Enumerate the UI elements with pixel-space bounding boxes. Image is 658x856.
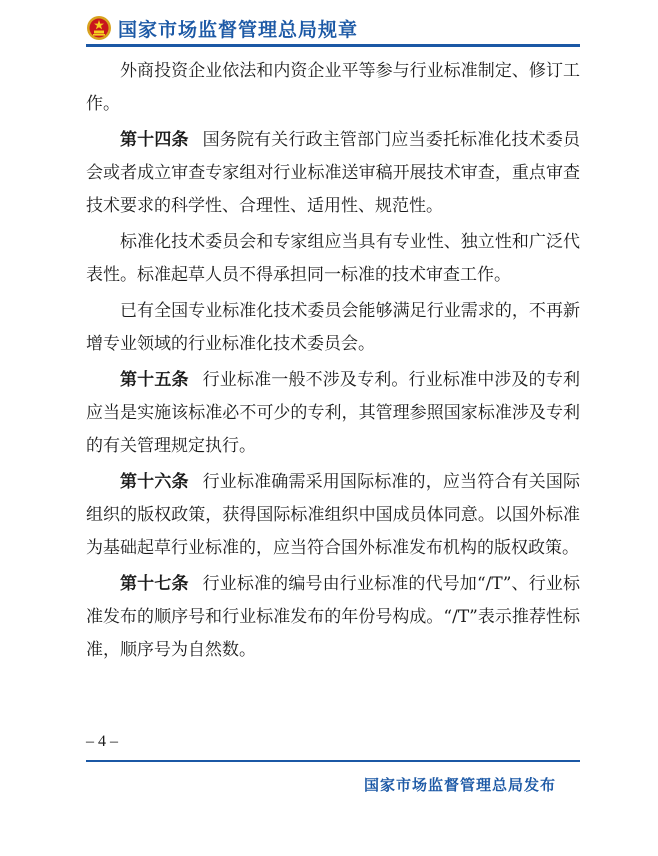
national-emblem-icon bbox=[86, 15, 112, 41]
paragraph bbox=[86, 55, 580, 121]
article-heading: 第十七条 bbox=[120, 574, 189, 594]
header-divider bbox=[86, 44, 580, 47]
paragraph-article-14 bbox=[86, 124, 580, 223]
paragraph-text: 行业标准一般不涉及专利。行业标准中涉及的专利应当是实施该标准必不可少的专利，其管理参照国家标准涉及专利的有关管理规定执行。 bbox=[86, 370, 580, 456]
document-body bbox=[86, 55, 580, 670]
page-number: – 4 – bbox=[86, 733, 118, 750]
article-heading: 第十四条 bbox=[120, 130, 189, 150]
paragraph bbox=[86, 295, 580, 361]
footer-divider bbox=[86, 760, 580, 762]
paragraph-text: 标准化技术委员会和专家组应当具有专业性、独立性和广泛代表性。标准起草人员不得承担同一标准的技术审查工作。 bbox=[86, 232, 580, 285]
paragraph-article-15 bbox=[86, 364, 580, 463]
article-heading: 第十五条 bbox=[120, 370, 189, 390]
paragraph bbox=[86, 226, 580, 292]
paragraph-text: 国务院有关行政主管部门应当委托标准化技术委员会或者成立审查专家组对行业标准送审稿开展技术审查，重点审查技术要求的科学性、合理性、适用性、规范性。 bbox=[86, 130, 580, 216]
header-title: 国家市场监督管理总局规章 bbox=[118, 18, 359, 41]
paragraph-text: 外商投资企业依法和内资企业平等参与行业标准制定、修订工作。 bbox=[86, 61, 580, 114]
paragraph-article-16 bbox=[86, 466, 580, 565]
paragraph-text: 行业标准确需采用国际标准的，应当符合有关国际组织的版权政策，获得国际标准组织中国成员体同意。以国外标准为基础起草行业标准的，应当符合国外标准发布机构的版权政策。 bbox=[86, 472, 580, 558]
paragraph-article-17 bbox=[86, 568, 580, 667]
article-heading: 第十六条 bbox=[120, 472, 189, 492]
page-header bbox=[86, 12, 586, 44]
paragraph-text: 行业标准的编号由行业标准的代号加“/T”、行业标准发布的顺序号和行业标准发布的年份号构成。“/T”表示推荐性标准，顺序号为自然数。 bbox=[86, 574, 580, 660]
paragraph-text: 已有全国专业标准化技术委员会能够满足行业需求的，不再新增专业领域的行业标准化技术委员会。 bbox=[86, 301, 580, 354]
footer-publisher: 国家市场监督管理总局发布 bbox=[363, 776, 556, 794]
